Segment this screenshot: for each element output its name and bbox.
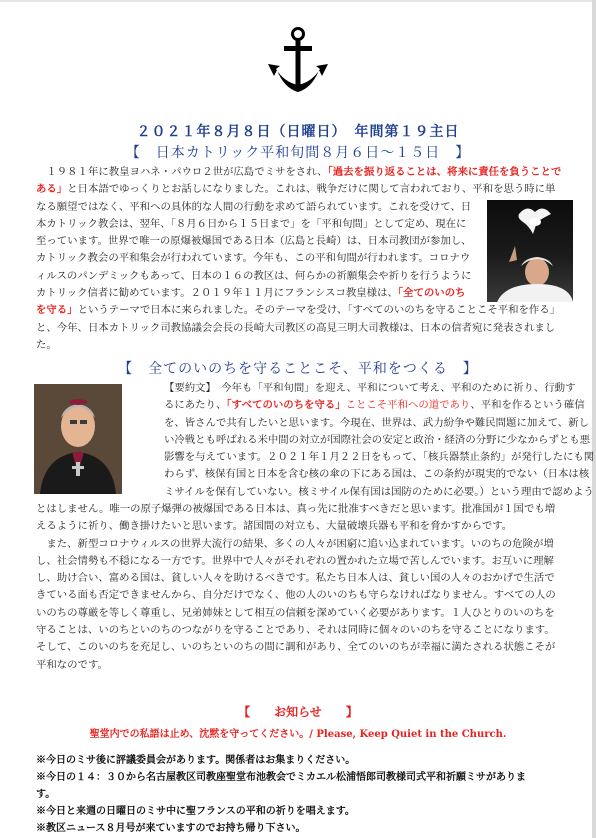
anchor-icon bbox=[262, 24, 334, 100]
text-line bbox=[164, 380, 584, 397]
body-text: し、社会情勢も不穏になる一方です。世界中で人々がそれぞれの置かれた立場で苦しんでいます。お互いに理解 bbox=[36, 554, 554, 567]
text-line bbox=[36, 337, 584, 354]
body-text: ミサイルを保有していない。核ミサイル保有国は国防のために必要。）という理由で認めよう bbox=[164, 485, 594, 498]
body-text: 平和なのです。 bbox=[36, 658, 108, 671]
body-text: 守ることは、いのちといのちのつながりを守ることであり、それは同時に個々のいのちを守ることになります。 bbox=[36, 624, 555, 637]
body-text: きている面も否定できませんから、自分だけでなく、他の人のいのちも守らなければなりません。すべての人の bbox=[36, 589, 556, 602]
text-line bbox=[36, 605, 584, 622]
notice-item: ※教区ニュース８月号が来ていますのでお持ち帰り下さい。 bbox=[36, 823, 306, 834]
text-line bbox=[164, 432, 591, 449]
body-text: し、助け合い、富める国は、貧しい人々を助けるべきです。私たち日本人は、貧しい国の人々のおかげで生活で bbox=[36, 572, 555, 585]
body-text: た。 bbox=[36, 338, 57, 351]
body-text: ィルスのパンデミックもあって、日本の１６の教区は、何らかの祈願集会や祈りを行うように bbox=[36, 269, 472, 282]
text-line bbox=[36, 536, 584, 553]
text-line bbox=[164, 397, 584, 414]
pope-photo bbox=[487, 200, 573, 302]
body-text: 【要約文】 今年も「平和旬間」を迎え、平和について考え、平和のために祈り、行動す bbox=[164, 382, 576, 394]
text-line bbox=[36, 501, 584, 518]
summary-indented-text bbox=[164, 380, 595, 501]
text-line bbox=[36, 164, 584, 181]
text-line bbox=[36, 587, 584, 604]
body-text: というテーマで日本に来られました。そのテーマを受け、「すべてのいのちを守ることこそ平和を作る」 bbox=[77, 304, 561, 317]
text-line bbox=[164, 449, 595, 466]
body-text: １９８１年に教皇ヨハネ・パウロ２世が広島でミサをされ、 bbox=[36, 166, 328, 178]
notice-item: す。 bbox=[36, 789, 56, 800]
body-text: 本カトリック教会は、翌年、「８月６日から１５日まで」を「平和旬間」として定め、現在に bbox=[36, 217, 467, 230]
body-text: カトリック教会の平和集会が行われています。今年も、この平和旬間が行われます。コロナウ bbox=[36, 252, 471, 265]
body-text: とはしません。唯一の原子爆弾の被爆国である日本は、真っ先に批准すべきだと思います。批准国が１国でも増 bbox=[36, 503, 556, 515]
notice-item: ※今日と来週の日曜日のミサ中に聖フランスの平和の祈りを唱えます。 bbox=[36, 806, 355, 817]
body-text: そして、このいのちを充足し、いのちといのちの間に調和があり、全てのいのちが幸福に満たされる状態こそが bbox=[36, 641, 556, 654]
body-text: なる願望ではなく、平和への具体的な人間の行動を求めて語られています。これを受けて、日 bbox=[36, 200, 472, 213]
page-title: ２０２１年８月８日（日曜日） 年間第１９主日 bbox=[136, 124, 460, 140]
page-subtitle: 【 日本カトリック平和旬間８月６日～１５日 】 bbox=[125, 145, 471, 161]
emphasis-text: ことこそ平和への道であり bbox=[345, 399, 471, 412]
section-heading: 【 全てのいのちを守ることこそ、平和をつくる 】 bbox=[118, 361, 478, 377]
text-line bbox=[36, 570, 584, 587]
text-line bbox=[164, 484, 594, 501]
text-line bbox=[36, 639, 584, 656]
body-text: と、今年、日本カトリック司教協議会会長の長崎大司教区の高見三明大司教様は、日本の信者宛に発表されまし bbox=[36, 321, 556, 334]
body-text: を、皆さんで共有したいと思います。今現在、世界は、武力紛争や難民問題に加えて、新し bbox=[164, 416, 589, 429]
body-text: るにあたり、 bbox=[164, 399, 227, 412]
archbishop-photo bbox=[34, 384, 122, 494]
body-text: えるように祈り、働き掛けたいと思います。諸国間の対立も、大量破壊兵器も平和を脅かすからです。 bbox=[36, 520, 513, 533]
text-line bbox=[164, 466, 590, 483]
body-text: カトリック信者に勧めています。２０１９年１１月にフランシスコ教皇様は、 bbox=[36, 287, 398, 300]
text-line bbox=[36, 622, 584, 639]
body-text: いのちの尊厳を等しく尊重し、兄弟姉妹として相互の信頼を深めていく必要があります。１人ひとりのいのちを bbox=[36, 606, 555, 619]
notices-title: 【 お知らせ 】 bbox=[238, 705, 358, 719]
emphasis-text: 「全てのいのち bbox=[397, 287, 466, 300]
text-line bbox=[36, 181, 584, 198]
text-line bbox=[36, 657, 584, 674]
body-text: と日本語でゆっくりとお話しになりました。これは、戦争だけに関して言われており、平和を思う時に単 bbox=[67, 183, 556, 196]
summary-full-text bbox=[36, 501, 584, 674]
body-text: わらず、核保有国と日本を含む核の傘の下にある国は、この条約が現実的でない（日本は核 bbox=[164, 468, 590, 481]
text-line bbox=[164, 415, 589, 432]
emphasis-text: 「過去を振り返ることは、将来に責任を負うことで bbox=[327, 166, 562, 178]
notices-subtitle: 聖堂内での私語は止め、沈黙を守ってください。/ Please, Keep Quiet in the Church. bbox=[89, 729, 507, 740]
text-line bbox=[36, 320, 584, 337]
notice-item: ※今日のミサ後に評議委員会があります。関係者はお集まりください。 bbox=[36, 755, 356, 766]
body-text: い冷戦とも呼ばれる米中間の対立が国際社会の安定と政治・経済の分野に少なからずとも悪 bbox=[164, 433, 591, 446]
notice-item: ※今日の１４：３０から名古屋教区司教座聖堂布池教会でミカエル松浦悟郎司教様司式平和祈願ミサがありま bbox=[36, 772, 526, 783]
body-text: 影響を与えています。２０２１年１月２２日をもって、「核兵器禁止条約」が発行したにも関 bbox=[164, 451, 595, 464]
emphasis-text: ある」 bbox=[36, 183, 68, 196]
text-line bbox=[36, 553, 584, 570]
emphasis-text: を守る」 bbox=[36, 304, 78, 317]
text-line bbox=[36, 518, 584, 535]
body-text: 、平和を作るという確信 bbox=[470, 399, 585, 412]
notices-list bbox=[36, 752, 586, 837]
body-text: 至っています。世界で唯一の原爆被爆国である日本（広島と長崎）は、日本司教団が参加し、 bbox=[36, 235, 472, 248]
body-text: また、新型コロナウィルスの世界大流行の結果、多くの人々が困窮に追い込まれています。いのちの危険が増 bbox=[36, 537, 554, 550]
emphasis-text: 「すべてのいのちを守る」 bbox=[226, 399, 346, 412]
page-top-border bbox=[0, 0, 596, 2]
text-line bbox=[36, 302, 584, 319]
